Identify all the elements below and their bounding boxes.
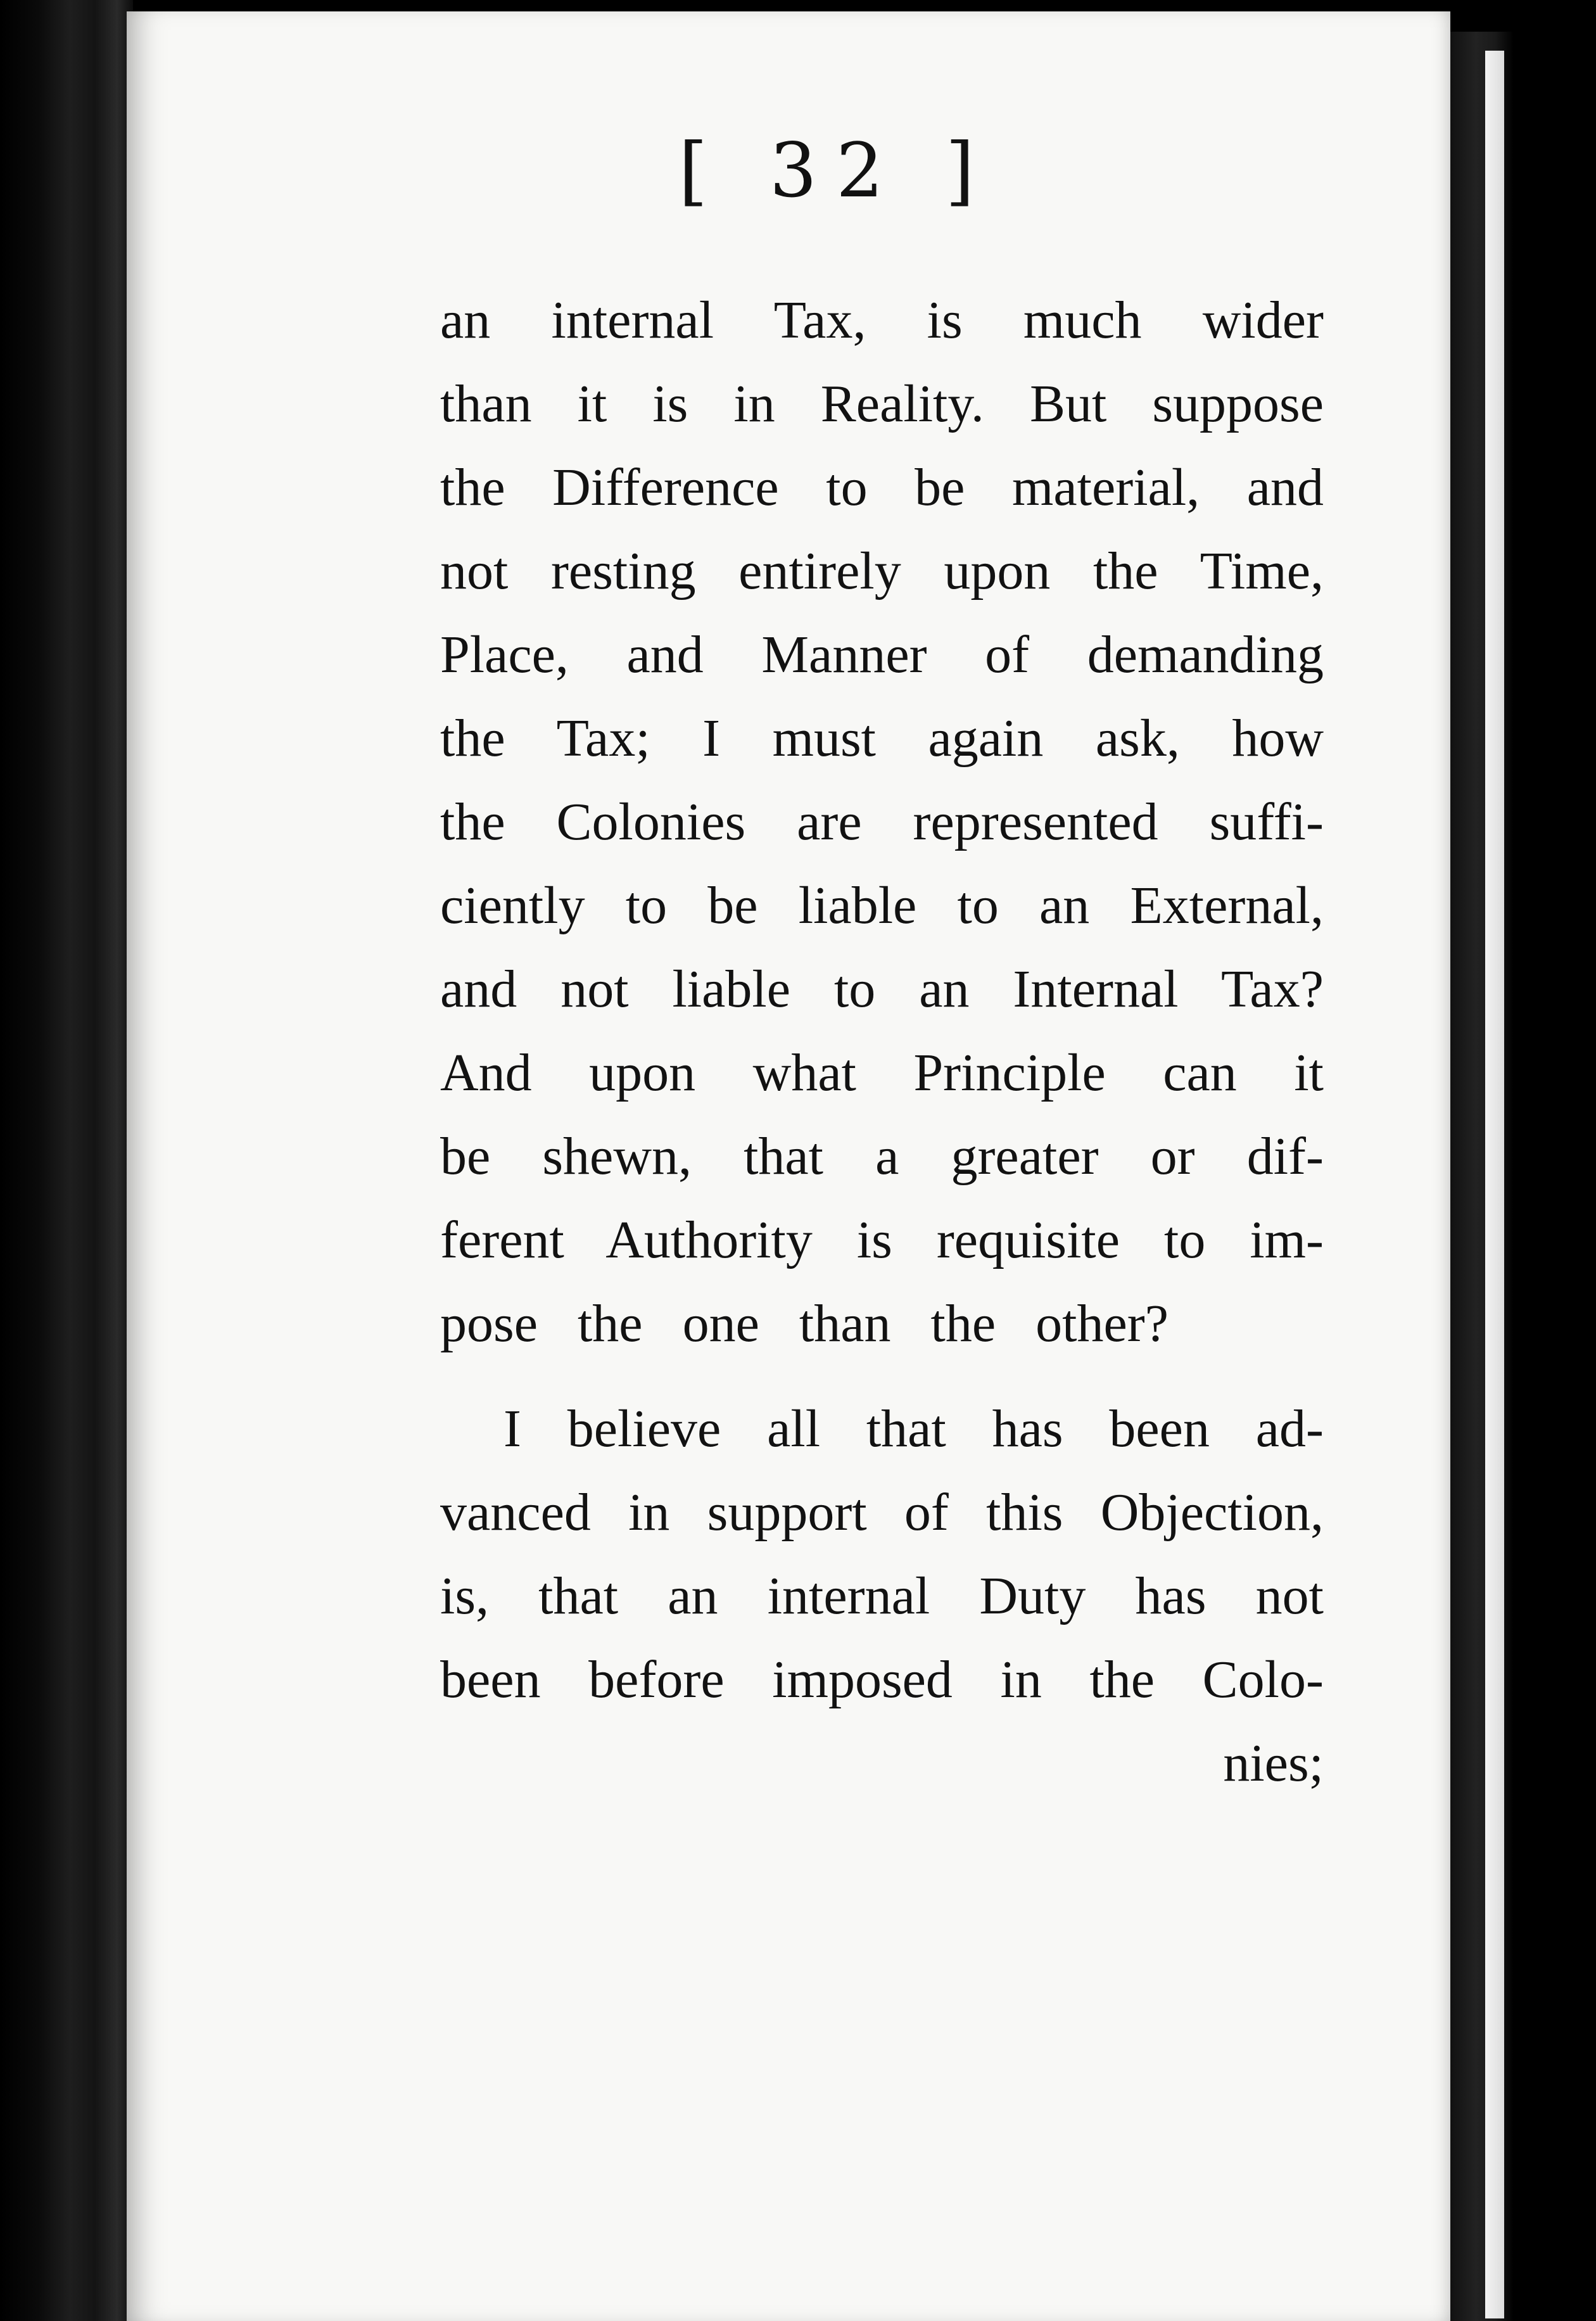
page-number-header: [ 32 ] xyxy=(678,127,994,214)
text-line: pose the one than the other? xyxy=(440,1294,1168,1353)
text-line: the Colonies are represented suffi- xyxy=(440,792,1324,851)
text-line: ciently to be liable to an External, xyxy=(440,876,1324,935)
text-line: an internal Tax, is much wider xyxy=(440,291,1324,350)
text-line: not resting entirely upon the Time, xyxy=(440,542,1324,601)
page-body-text xyxy=(440,279,1324,1805)
text-line: is, that an internal Duty has not xyxy=(440,1567,1324,1625)
text-line: ferent Authority is requisite to im- xyxy=(440,1211,1324,1269)
catchword: nies; xyxy=(1223,1734,1324,1793)
text-line: and not liable to an Internal Tax? xyxy=(440,960,1324,1019)
text-line: I believe all that has been ad- xyxy=(504,1399,1324,1458)
adjacent-page-sliver xyxy=(1485,51,1504,2318)
text-line: vanced in support of this Objection, xyxy=(440,1483,1324,1542)
paragraph-2 xyxy=(440,1387,1324,1722)
text-line: the Difference to be material, and xyxy=(440,458,1324,517)
text-line: Place, and Manner of demanding xyxy=(440,625,1324,684)
text-line: be shewn, that a greater or dif- xyxy=(440,1127,1324,1186)
book-binding-edge xyxy=(0,0,133,2321)
adjacent-page-edge xyxy=(1450,32,1596,2321)
text-line: the Tax; I must again ask, how xyxy=(440,709,1324,768)
text-line: than it is in Reality. But suppose xyxy=(440,374,1324,433)
text-line: been before imposed in the Colo- xyxy=(440,1650,1324,1709)
text-line: And upon what Principle can it xyxy=(440,1043,1324,1102)
paragraph-1 xyxy=(440,279,1324,1366)
